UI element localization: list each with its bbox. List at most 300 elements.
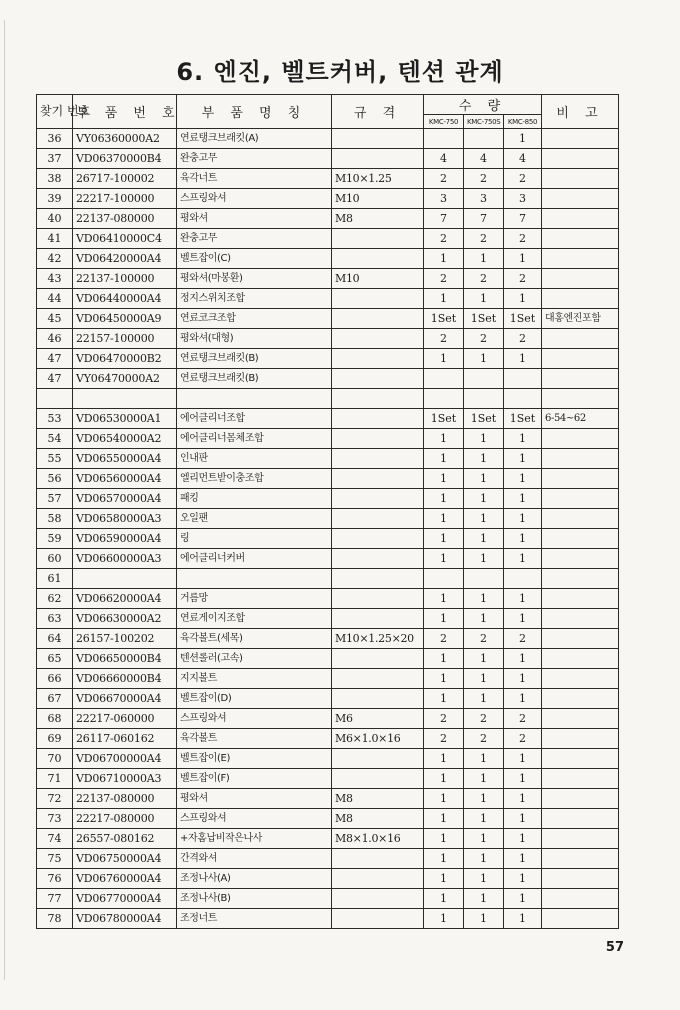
part-no-cell: 41 [37,229,73,249]
empty-cell [424,389,464,409]
part-name-cell: 거름망 [177,589,332,609]
part-no-cell: 57 [37,489,73,509]
part-name-cell: 조정나사(A) [177,869,332,889]
qty-cell-3: 1 [504,669,542,689]
qty-cell-1: 3 [424,189,464,209]
header-model-1: KMC-750 [424,115,464,129]
part-name-cell: 패킹 [177,489,332,509]
spec-cell [332,409,424,429]
qty-cell-3: 1 [504,769,542,789]
remark-cell [542,469,619,489]
qty-cell-3: 1 [504,849,542,869]
qty-cell-3: 2 [504,709,542,729]
part-name-cell: 조정너트 [177,909,332,929]
part-name-cell: 텐션롤러(고속) [177,649,332,669]
part-name-cell: 벨트잡이(C) [177,249,332,269]
part-number-cell: VD06620000A4 [73,589,177,609]
header-spec: 규 격 [332,95,424,129]
part-name-cell: 벨트잡이(F) [177,769,332,789]
remark-cell [542,769,619,789]
qty-cell-1: 1 [424,669,464,689]
spec-cell [332,309,424,329]
empty-cell [73,389,177,409]
table-row [37,449,619,469]
spec-cell [332,449,424,469]
remark-cell [542,529,619,549]
qty-cell-3: 1 [504,449,542,469]
part-name-cell: 링 [177,529,332,549]
part-name-cell: 인내판 [177,449,332,469]
qty-cell-3: 4 [504,149,542,169]
spec-cell [332,369,424,389]
table-row [37,829,619,849]
remark-cell: 6-54~62 [542,409,619,429]
qty-cell-1: 1Set [424,409,464,429]
part-no-cell: 60 [37,549,73,569]
qty-cell-1: 1 [424,249,464,269]
part-no-cell: 46 [37,329,73,349]
spec-cell [332,289,424,309]
qty-cell-1: 1 [424,809,464,829]
part-name-cell: 육각볼트 [177,729,332,749]
page-title: 6. 엔진, 벨트커버, 텐션 관계 [176,58,504,86]
qty-cell-1: 1 [424,469,464,489]
part-number-cell [73,569,177,589]
qty-cell-2: 1 [464,809,504,829]
qty-cell-2: 1Set [464,309,504,329]
qty-cell-1: 1 [424,769,464,789]
qty-cell-2: 1 [464,769,504,789]
table-row [37,189,619,209]
part-number-cell: 22217-080000 [73,809,177,829]
qty-cell-3: 1 [504,889,542,909]
part-number-cell: VD06540000A2 [73,429,177,449]
table-row [37,469,619,489]
part-number-cell: VD06670000A4 [73,689,177,709]
part-number-cell: VD06550000A4 [73,449,177,469]
part-name-cell: 오일팬 [177,509,332,529]
qty-cell-1: 1 [424,829,464,849]
qty-cell-1: 1 [424,789,464,809]
qty-cell-1: 1 [424,869,464,889]
qty-cell-2: 1 [464,889,504,909]
qty-cell-3: 1Set [504,309,542,329]
empty-cell [464,389,504,409]
remark-cell [542,889,619,909]
part-name-cell: 엘리먼트받이충조합 [177,469,332,489]
part-number-cell: VD06650000B4 [73,649,177,669]
remark-cell [542,669,619,689]
table-row-blank [37,389,619,409]
part-no-cell: 68 [37,709,73,729]
qty-cell-1: 2 [424,169,464,189]
qty-cell-2: 1 [464,609,504,629]
part-no-cell: 77 [37,889,73,909]
part-name-cell: 연료탱크브래킷(B) [177,349,332,369]
spec-cell [332,229,424,249]
qty-cell-2: 1 [464,469,504,489]
qty-cell-2: 1 [464,849,504,869]
part-no-cell: 74 [37,829,73,849]
remark-cell [542,549,619,569]
spec-cell [332,549,424,569]
qty-cell-1: 1 [424,289,464,309]
spec-cell [332,529,424,549]
table-row [37,229,619,249]
qty-cell-1: 2 [424,269,464,289]
remark-cell [542,209,619,229]
remark-cell [542,649,619,669]
spec-cell [332,609,424,629]
part-number-cell: 22137-080000 [73,209,177,229]
part-no-cell: 47 [37,349,73,369]
qty-cell-2: 2 [464,729,504,749]
spec-cell [332,129,424,149]
qty-cell-3: 2 [504,229,542,249]
part-number-cell: 22217-060000 [73,709,177,729]
qty-cell-3: 1 [504,469,542,489]
qty-cell-1: 1 [424,609,464,629]
part-name-cell: 스프링와셔 [177,809,332,829]
qty-cell-3: 1 [504,609,542,629]
part-no-cell: 70 [37,749,73,769]
qty-cell-3: 1 [504,809,542,829]
part-name-cell: 평와셔(대형) [177,329,332,349]
qty-cell-1: 1 [424,909,464,929]
spec-cell: M8 [332,809,424,829]
part-no-cell: 73 [37,809,73,829]
qty-cell-3: 1 [504,129,542,149]
header-part-number: 부 품 번 호 [73,95,177,129]
part-number-cell: VD06600000A3 [73,549,177,569]
qty-cell-1: 2 [424,709,464,729]
spec-cell [332,909,424,929]
qty-cell-2: 1 [464,529,504,549]
spec-cell [332,589,424,609]
remark-cell [542,629,619,649]
part-number-cell: VD06580000A3 [73,509,177,529]
qty-cell-2: 1Set [464,409,504,429]
remark-cell [542,849,619,869]
remark-cell [542,509,619,529]
qty-cell-3: 1 [504,649,542,669]
part-number-cell: 22217-100000 [73,189,177,209]
qty-cell-3: 1 [504,289,542,309]
table-row [37,569,619,589]
empty-cell [332,389,424,409]
qty-cell-3: 1 [504,789,542,809]
qty-cell-1 [424,129,464,149]
qty-cell-3: 1 [504,749,542,769]
table-row [37,649,619,669]
qty-cell-1: 2 [424,229,464,249]
page-number: 57 [605,940,624,955]
part-name-cell: 정지스위치조합 [177,289,332,309]
part-no-cell: 36 [37,129,73,149]
qty-cell-2 [464,369,504,389]
table-row [37,809,619,829]
table-row [37,729,619,749]
qty-cell-1: 1 [424,749,464,769]
spec-cell [332,509,424,529]
spec-cell: M8 [332,789,424,809]
part-number-cell: VD06420000A4 [73,249,177,269]
part-number-cell: VD06700000A4 [73,749,177,769]
header-remark: 비 고 [542,95,619,129]
part-number-cell: VD06370000B4 [73,149,177,169]
part-number-cell: VD06560000A4 [73,469,177,489]
spec-cell [332,569,424,589]
remark-cell [542,229,619,249]
part-number-cell: 26117-060162 [73,729,177,749]
empty-cell [177,389,332,409]
part-no-cell: 78 [37,909,73,929]
remark-cell [542,869,619,889]
qty-cell-2: 1 [464,489,504,509]
qty-cell-3: 1 [504,509,542,529]
spec-cell: M10×1.25 [332,169,424,189]
part-number-cell: VD06570000A4 [73,489,177,509]
part-no-cell: 62 [37,589,73,609]
table-row [37,249,619,269]
spec-cell: M8×1.0×16 [332,829,424,849]
table-row [37,789,619,809]
qty-cell-1: 1 [424,589,464,609]
spec-cell [332,489,424,509]
spec-cell: M10×1.25×20 [332,629,424,649]
part-no-cell: 58 [37,509,73,529]
table-row [37,549,619,569]
qty-cell-2: 1 [464,829,504,849]
remark-cell [542,829,619,849]
table-row [37,269,619,289]
qty-cell-1: 1 [424,889,464,909]
part-number-cell: VD06710000A3 [73,769,177,789]
remark-cell [542,909,619,929]
table-row [37,609,619,629]
remark-cell [542,189,619,209]
table-row [37,749,619,769]
part-number-cell: 22137-100000 [73,269,177,289]
part-number-cell: VY06470000A2 [73,369,177,389]
part-name-cell: 에어클리너몸체조합 [177,429,332,449]
qty-cell-3: 1 [504,249,542,269]
qty-cell-3: 1Set [504,409,542,429]
part-name-cell: 평와셔(마봉환) [177,269,332,289]
part-name-cell: 스프링와셔 [177,709,332,729]
spec-cell: M8 [332,209,424,229]
part-no-cell: 55 [37,449,73,469]
part-name-cell: 조정나사(B) [177,889,332,909]
part-name-cell: 에어클리너커버 [177,549,332,569]
remark-cell [542,729,619,749]
qty-cell-1: 1 [424,449,464,469]
remark-cell [542,269,619,289]
part-number-cell: VD06750000A4 [73,849,177,869]
header-model-3: KMC-850 [504,115,542,129]
qty-cell-2: 1 [464,589,504,609]
table-row [37,309,619,329]
part-name-cell: 에어클리너조합 [177,409,332,429]
part-number-cell: 26157-100202 [73,629,177,649]
part-no-cell: 39 [37,189,73,209]
qty-cell-3: 3 [504,189,542,209]
part-no-cell: 40 [37,209,73,229]
qty-cell-3: 1 [504,529,542,549]
part-no-cell: 59 [37,529,73,549]
table-row [37,589,619,609]
part-number-cell: VD06760000A4 [73,869,177,889]
qty-cell-2: 1 [464,249,504,269]
qty-cell-2: 1 [464,429,504,449]
spec-cell [332,769,424,789]
part-name-cell: 스프링와셔 [177,189,332,209]
remark-cell [542,489,619,509]
part-name-cell: 연료탱크브래킷(A) [177,129,332,149]
qty-cell-2: 2 [464,629,504,649]
qty-cell-3: 1 [504,489,542,509]
part-no-cell: 42 [37,249,73,269]
part-name-cell: 평와셔 [177,209,332,229]
part-no-cell: 44 [37,289,73,309]
remark-cell [542,329,619,349]
part-no-cell: 47 [37,369,73,389]
spec-cell [332,669,424,689]
remark-cell: 대홍엔진포함 [542,309,619,329]
remark-cell [542,749,619,769]
qty-cell-1: 7 [424,209,464,229]
part-no-cell: 61 [37,569,73,589]
remark-cell [542,589,619,609]
part-number-cell: VD06410000C4 [73,229,177,249]
header-no: 찾기 번호 [37,95,73,129]
spec-cell [332,649,424,669]
qty-cell-1: 2 [424,729,464,749]
qty-cell-3: 1 [504,349,542,369]
part-no-cell: 67 [37,689,73,709]
part-name-cell: 연료코크조합 [177,309,332,329]
spec-cell [332,689,424,709]
table-row [37,369,619,389]
qty-cell-1 [424,369,464,389]
qty-cell-2: 1 [464,289,504,309]
table-row [37,489,619,509]
remark-cell [542,349,619,369]
part-number-cell: VD06770000A4 [73,889,177,909]
part-no-cell: 66 [37,669,73,689]
qty-cell-3: 1 [504,829,542,849]
spec-cell [332,749,424,769]
table-row [37,129,619,149]
qty-cell-1: 1 [424,549,464,569]
part-name-cell [177,569,332,589]
qty-cell-2: 1 [464,349,504,369]
qty-cell-1 [424,569,464,589]
part-no-cell: 76 [37,869,73,889]
table-row [37,209,619,229]
part-no-cell: 45 [37,309,73,329]
part-no-cell: 65 [37,649,73,669]
part-no-cell: 63 [37,609,73,629]
qty-cell-2: 1 [464,649,504,669]
spec-cell: M6×1.0×16 [332,729,424,749]
qty-cell-3: 1 [504,429,542,449]
part-name-cell: 완충고무 [177,229,332,249]
qty-cell-1: 1 [424,349,464,369]
remark-cell [542,429,619,449]
qty-cell-3: 1 [504,549,542,569]
part-number-cell: VD06440000A4 [73,289,177,309]
qty-cell-2: 1 [464,509,504,529]
part-name-cell: 벨트잡이(D) [177,689,332,709]
parts-table [36,94,619,929]
spec-cell [332,349,424,369]
qty-cell-2: 1 [464,549,504,569]
spec-cell [332,869,424,889]
remark-cell [542,369,619,389]
qty-cell-2: 1 [464,669,504,689]
table-row [37,329,619,349]
header-model-2: KMC-750S [464,115,504,129]
remark-cell [542,689,619,709]
spec-cell: M10 [332,189,424,209]
part-name-cell: +자홈납비작은나사 [177,829,332,849]
spec-cell [332,249,424,269]
spec-cell [332,469,424,489]
spec-cell [332,889,424,909]
remark-cell [542,569,619,589]
part-number-cell: 22137-080000 [73,789,177,809]
table-row [37,909,619,929]
remark-cell [542,709,619,729]
qty-cell-1: 1 [424,489,464,509]
qty-cell-1: 1 [424,689,464,709]
qty-cell-3: 2 [504,329,542,349]
table-row [37,849,619,869]
table-row [37,349,619,369]
table-row [37,669,619,689]
part-name-cell: 간격와셔 [177,849,332,869]
qty-cell-2: 1 [464,449,504,469]
qty-cell-2 [464,129,504,149]
remark-cell [542,249,619,269]
qty-cell-2: 2 [464,269,504,289]
qty-cell-1: 2 [424,329,464,349]
spec-cell [332,429,424,449]
remark-cell [542,449,619,469]
part-name-cell: 연료탱크브래킷(B) [177,369,332,389]
qty-cell-2: 7 [464,209,504,229]
part-no-cell: 69 [37,729,73,749]
part-name-cell: 벨트잡이(E) [177,749,332,769]
qty-cell-3 [504,569,542,589]
part-number-cell: VY06360000A2 [73,129,177,149]
qty-cell-2 [464,569,504,589]
part-number-cell: 26717-100002 [73,169,177,189]
part-no-cell: 54 [37,429,73,449]
part-number-cell: VD06660000B4 [73,669,177,689]
qty-cell-3: 1 [504,909,542,929]
table-row [37,529,619,549]
part-number-cell: VD06450000A9 [73,309,177,329]
table-row [37,169,619,189]
qty-cell-3: 2 [504,169,542,189]
remark-cell [542,809,619,829]
remark-cell [542,169,619,189]
qty-cell-3: 7 [504,209,542,229]
remark-cell [542,149,619,169]
qty-cell-1: 1 [424,509,464,529]
